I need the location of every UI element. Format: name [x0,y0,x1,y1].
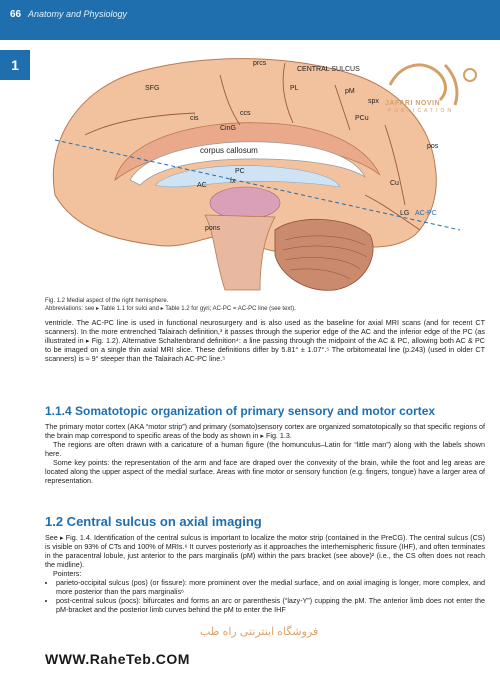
persian-watermark: فروشگاه اینترنتی راه طب [200,626,319,638]
label-pcu: PCu [355,115,369,122]
label-pl: PL [290,85,299,92]
label-pos: pos [427,143,439,150]
label-ac: AC [197,182,207,189]
label-central-sulcus: CENTRAL SULCUS [297,66,360,73]
label-sfg: SFG [145,85,160,92]
label-fx: fx [230,178,236,185]
label-spx: spx [368,98,379,105]
section-heading-1-2: 1.2 Central sulcus on axial imaging [45,514,262,529]
label-cu: Cu [390,180,399,187]
pointers-label: Pointers: [53,569,82,578]
section-heading-1-1-4: 1.1.4 Somatotopic organization of primary sensory and motor cortex [45,404,436,418]
paragraph: See ▸ Fig. 1.4. Identification of the central sulcus is important to localize the motor strip (contained in the PreCG). The central sulcus (CS) is visible on 93% of CTs and 100% of MRIs.⁶ It curves posteriorly as it approaches the interhemispheric fissure (IHF), and often terminates in the paracentral lobule, just anterior to the pars marginalis (pM) within the pars bracket (see above)² (i.e., the CS often does not reach the midline). [45,533,485,569]
label-pc: PC [235,168,245,175]
label-pm: pM [345,88,355,95]
site-watermark: WWW.RaheTeb.COM [45,651,190,667]
publisher-brand-sub: PUBLICATION [388,108,454,114]
paragraph: Some key points: the representation of the arm and face are draped over the convexity of the brain, while the foot and leg areas are located along the upper aspect of the medial surface. Areas with fine motor or sensory function (e.g. fingers, tongue) have a larger area of representation. [45,458,485,485]
label-lg: LG [400,210,410,217]
page-number: 66 [10,9,22,20]
label-cis: cis [190,115,199,122]
list-item: • post-central sulcus (pocs): bifurcates and forms an arc or parenthesis (“lazy-Y”) cupping the pM. The anterior limb does not enter the pM-bracket and the posterior limb curves behind the pM to enter the IHF [56,596,485,614]
pointers-list [45,578,485,614]
label-cing: CinG [220,125,236,132]
caption-title: Fig. 1.2 Medial aspect of the right hemisphere. [45,298,169,304]
label-prcs: prcs [253,60,267,67]
paragraph: The regions are often drawn with a caricature of a human figure (the homunculus–Latin for “little man”) along with the labels shown here. [45,440,485,458]
header-bar [0,0,500,40]
figure-caption [45,298,485,313]
paragraph: ventricle. The AC-PC line is used in functional neurosurgery and is also used as the baseline for axial MRI scans (and for recent CT scanners). In the more entrenched Talairach definition,³ it passes through the superior edge of the AC and the inferior edge of the PC (as illustrated in ▸ Fig. 1.2). Alternative Schaltenbrand definition⁴: a line passing through the midpoint of the AC & PC, allowing both AC & PC to be imaged on a single thin axial MRI slice. These definitions differ by 5.81° ± 1.07°.⁵ The orbitomeatal line (p.243) (used in older CT scanners) is ≈ 9° steeper than the Talairach AC-PC line.⁵ [45,318,485,363]
running-head: Anatomy and Physiology [28,9,128,19]
caption-abbreviations: Abbreviations: see ▸ Table 1.1 for sulci and ▸ Table 1.2 for gyri; AC-PC = AC-PC line (see text). [45,305,296,312]
body-paragraph-1 [45,318,485,363]
paragraph: The primary motor cortex (AKA “motor strip”) and primary (somato)sensory cortex are organized somatotopically so that specific regions of the brain map correspond to specific areas of the body as shown in ▸ Fig. 1.3. [45,422,485,440]
list-item: • parieto-occipital sulcus (pos) (or fissure): more prominent over the medial surface, and on axial imaging is longer, more complex, and more posterior than the pars marginalis⁶ [56,578,485,596]
chapter-tab: 1 [0,50,30,80]
publisher-logo [360,45,490,135]
publisher-brand: JAFARI NOVIN [385,100,441,107]
label-pons: pons [205,225,221,232]
label-acpc: AC-PC [415,210,437,217]
cerebellum [275,219,373,290]
label-corpus-callosum: corpus callosum [200,146,258,155]
thalamus [210,187,280,219]
body-section-1-1-4 [45,422,485,485]
label-ccs: ccs [240,110,251,117]
body-section-1-2 [45,533,485,614]
